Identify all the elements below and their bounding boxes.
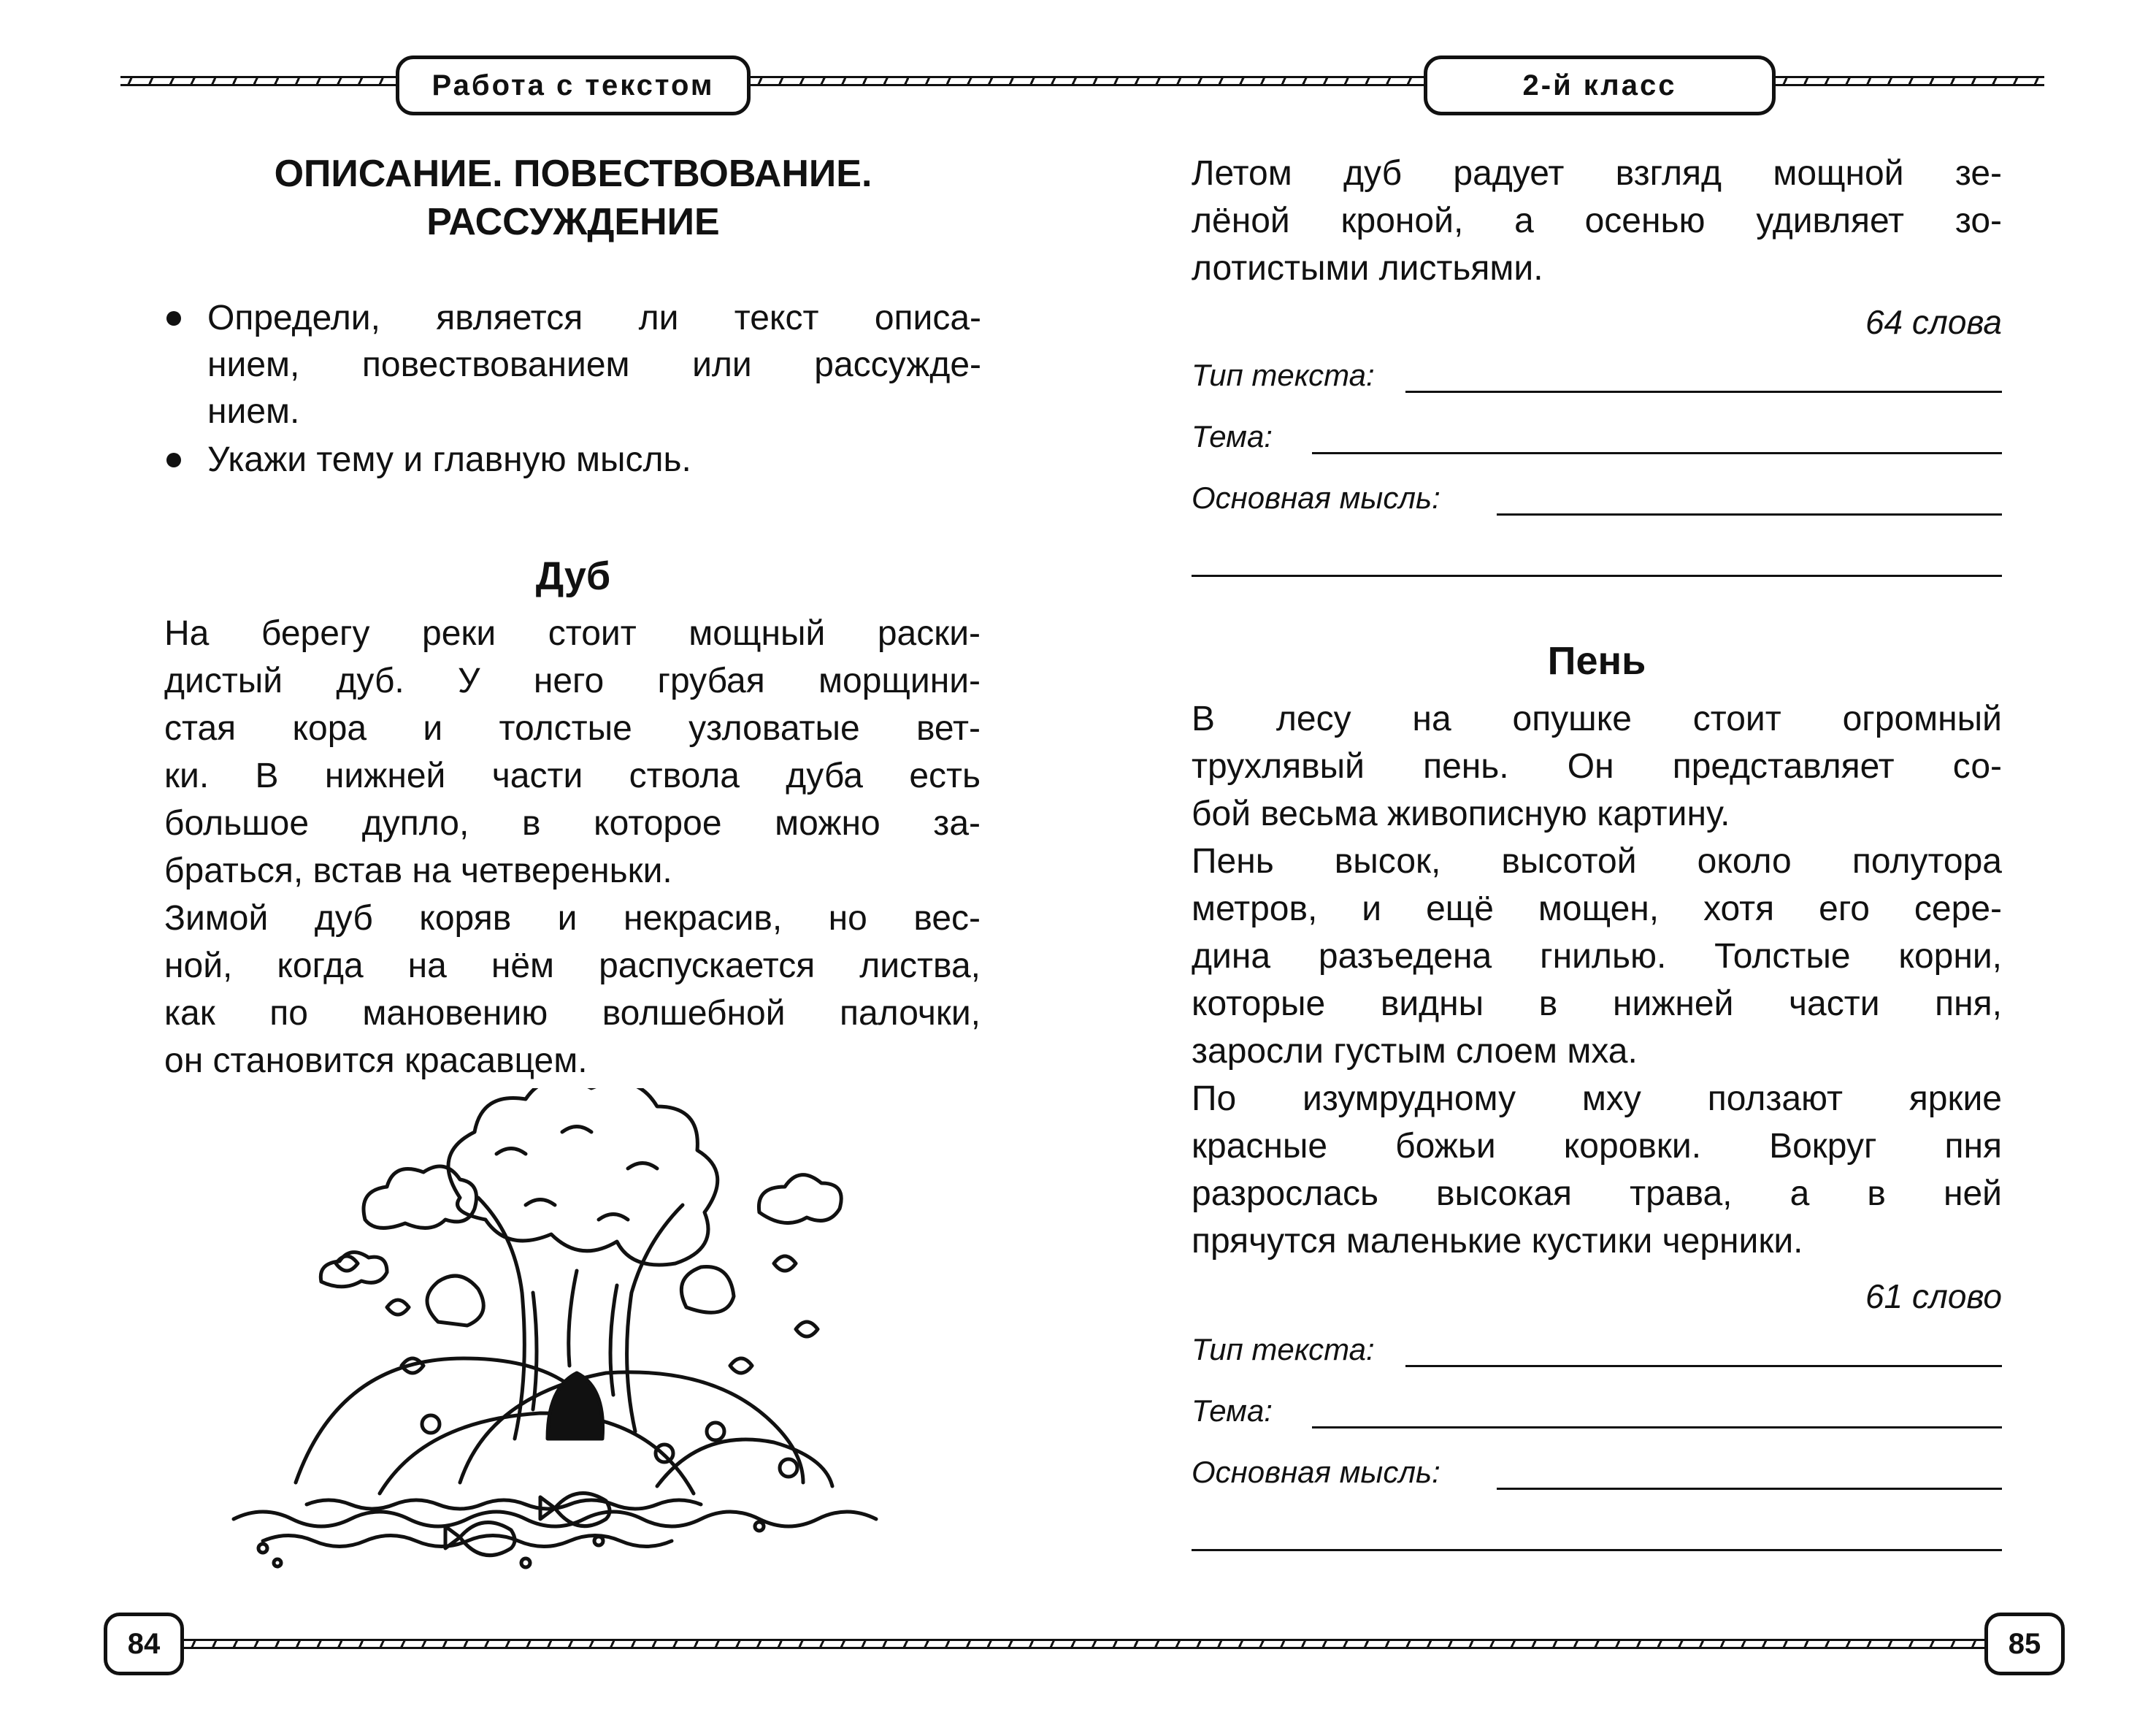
leaf-icon — [796, 1322, 818, 1336]
hill — [460, 1372, 803, 1483]
story-text-oak — [164, 610, 981, 1085]
foliage — [427, 1276, 483, 1326]
acorn-icon — [422, 1415, 440, 1433]
acorn-icon — [707, 1423, 724, 1440]
text-type-label: Тип текста: — [1192, 1332, 1375, 1366]
leaf-icon — [387, 1300, 409, 1315]
word-count: 61 слово — [1865, 1277, 2002, 1315]
story-line: Пень высок, высотой около полутора — [1192, 842, 2002, 881]
theme-label: Тема: — [1192, 419, 1273, 454]
grade-tab — [1424, 56, 1776, 115]
story-line: Зимой дуб коряв и некрасив, но вес- — [164, 899, 981, 938]
header-rule-right — [1776, 76, 2044, 86]
story-line: дистый дуб. У него грубая морщини- — [164, 662, 981, 700]
header-rule-middle — [751, 76, 1427, 86]
main-idea-label: Основная мысль: — [1192, 1455, 1440, 1489]
hill — [296, 1358, 588, 1483]
text-type-label: Тип текста: — [1192, 358, 1375, 392]
leaf-icon — [730, 1358, 752, 1373]
page-title-line-1: ОПИСАНИЕ. ПОВЕСТВОВАНИЕ. — [274, 153, 872, 195]
page-number-right — [1984, 1613, 2065, 1675]
bullet-icon — [166, 311, 181, 326]
theme-label: Тема: — [1192, 1393, 1273, 1428]
theme-answer-line[interactable] — [1312, 452, 2002, 454]
task-1-line: нием, повествованием или рассужде- — [207, 345, 981, 384]
story-line: красные божьи коровки. Вокруг пня — [1192, 1127, 2002, 1166]
page-number-left — [104, 1613, 184, 1675]
story-line: ной, когда на нём распускается листва, — [164, 946, 981, 985]
story-line: большое дупло, в которое можно за- — [164, 804, 981, 843]
main-idea-answer-line-2[interactable] — [1192, 575, 2002, 577]
word-count: 64 слова — [1865, 303, 2002, 341]
story-title-stump: Пень — [1547, 639, 1646, 683]
story-line: На берегу реки стоит мощный раски- — [164, 614, 981, 653]
main-idea-answer-line[interactable] — [1497, 513, 2002, 516]
bullet-icon — [166, 453, 181, 467]
leaf-icon — [774, 1256, 796, 1271]
water-wave — [307, 1500, 701, 1509]
main-idea-answer-line-2[interactable] — [1192, 1549, 2002, 1551]
footer-rule — [184, 1639, 1984, 1649]
page-title-line-2: РАССУЖДЕНИЕ — [426, 201, 720, 243]
story-line: как по мановению волшебной палочки, — [164, 994, 981, 1033]
story-line: трухлявый пень. Он представляет со- — [1192, 747, 2002, 786]
acorn-icon — [780, 1459, 797, 1477]
fish-icon — [445, 1523, 515, 1556]
tree-crown — [448, 1088, 718, 1265]
oak-tree-illustration — [219, 1088, 891, 1570]
page-number-label: 85 — [2008, 1627, 2041, 1660]
story-line: Летом дуб радует взгляд мощной зе- — [1192, 154, 2002, 193]
main-idea-label: Основная мысль: — [1192, 481, 1440, 515]
story-line: В лесу на опушке стоит огромный — [1192, 700, 2002, 738]
theme-answer-line[interactable] — [1312, 1426, 2002, 1428]
hill — [380, 1413, 694, 1493]
section-tab-label: Работа с текстом — [431, 69, 715, 102]
task-item-2 — [166, 437, 984, 483]
story-line: дина разъедена гнилью. Толстые корни, — [1192, 937, 2002, 976]
main-idea-answer-line[interactable] — [1497, 1488, 2002, 1490]
story-line: браться, встав на четвереньки. — [164, 852, 672, 890]
story-line: По изумрудному мху ползают яркие — [1192, 1079, 2002, 1118]
task-2-text: Укажи тему и главную мысль. — [207, 440, 691, 479]
story-line: метров, и ещё мощен, хотя его сере- — [1192, 890, 2002, 928]
story-line: заросли густым слоем мха. — [1192, 1032, 1638, 1071]
story-line: которые видны в нижней части пня, — [1192, 984, 2002, 1023]
task-1-line: Определи, является ли текст описа- — [207, 299, 981, 337]
page-number-label: 84 — [127, 1627, 161, 1660]
story-text-stump — [1192, 695, 2002, 1265]
story-line: стая кора и толстые узловатые вет- — [164, 709, 981, 748]
story-line: прячутся маленькие кустики черники. — [1192, 1222, 1803, 1261]
page-title — [164, 150, 982, 246]
task-item-1 — [166, 295, 984, 435]
story-line: он становится красавцем. — [164, 1041, 588, 1080]
story-line: лёной кроной, а осенью удивляет зо- — [1192, 202, 2002, 240]
text-type-answer-line[interactable] — [1405, 391, 2002, 393]
grade-tab-label: 2-й класс — [1522, 69, 1677, 102]
water-wave — [234, 1512, 876, 1526]
leaf-icon — [336, 1256, 358, 1271]
foliage — [681, 1267, 734, 1313]
story-continuation-oak — [1192, 150, 2002, 292]
story-line: ки. В нижней части ствола дуба есть — [164, 757, 981, 795]
text-type-answer-line[interactable] — [1405, 1365, 2002, 1367]
header-rule-left — [120, 76, 398, 86]
cloud-icon — [759, 1175, 841, 1223]
section-tab — [396, 56, 751, 115]
story-title-oak: Дуб — [535, 554, 611, 598]
story-line: разрослась высокая трава, а в ней — [1192, 1174, 2002, 1213]
trunk-hollow — [548, 1373, 603, 1439]
story-line: лотистыми листьями. — [1192, 249, 1543, 288]
task-1-line: нием. — [207, 392, 300, 431]
story-line: бой весьма живописную картину. — [1192, 795, 1730, 833]
